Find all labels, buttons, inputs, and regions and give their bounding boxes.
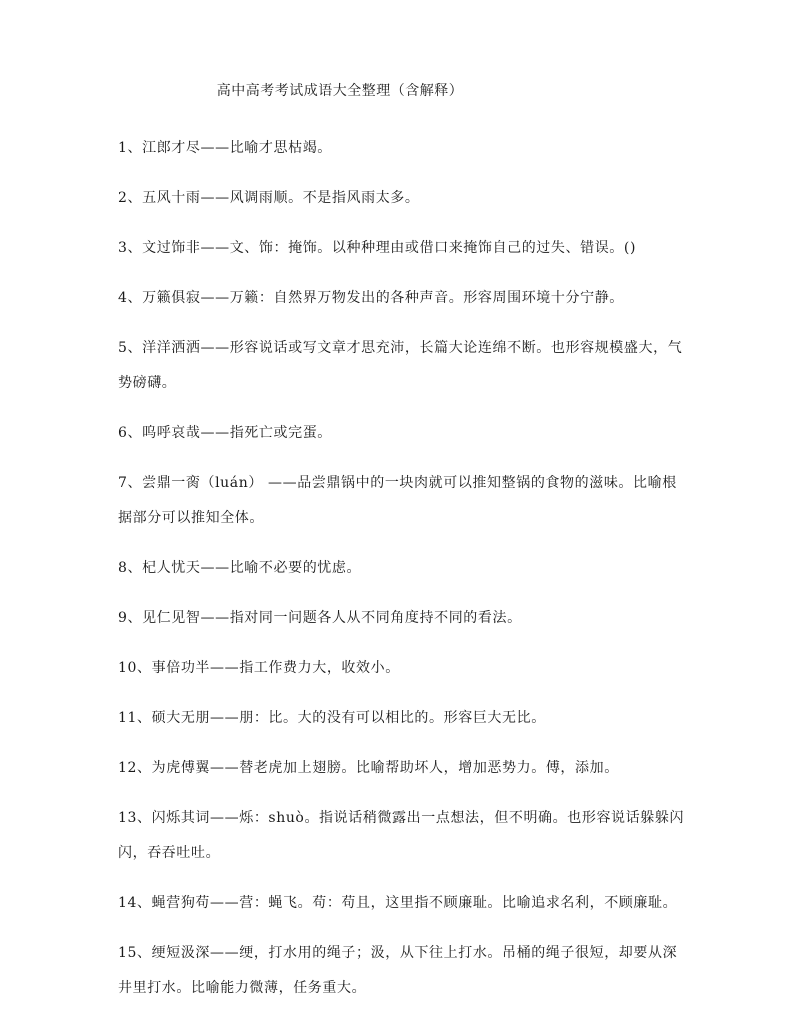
idiom-list (118, 131, 688, 1021)
idiom-entry: 5、洋洋洒洒——形容说话或写文章才思充沛，长篇大论连绵不断。也形容规模盛大，气势磅礴。 (118, 340, 683, 391)
idiom-entry: 2、五风十雨——风调雨顺。不是指风雨太多。 (118, 190, 420, 206)
idiom-entry: 11、硕大无朋——朋：比。大的没有可以相比的。形容巨大无比。 (118, 710, 546, 726)
idiom-entry: 13、闪烁其词——烁：shuò。指说话稍微露出一点想法，但不明确。也形容说话躲躲闪闪，吞吞吐吐。 (118, 810, 685, 861)
document-title: 高中高考考试成语大全整理（含解释） (216, 83, 464, 99)
idiom-entry: 9、见仁见智——指对同一问题各人从不同角度持不同的看法。 (118, 610, 522, 626)
idiom-entry: 15、绠短汲深——绠，打水用的绳子；汲，从下往上打水。吊桶的绳子很短，却要从深井里打水。比喻能力微薄，任务重大。 (118, 945, 678, 996)
idiom-entry: 7、尝鼎一脔（luán） ——品尝鼎锅中的一块肉就可以推知整锅的食物的滋味。比喻根据部分可以推知全体。 (118, 475, 677, 526)
idiom-entry: 12、为虎傅翼——替老虎加上翅膀。比喻帮助坏人，增加恶势力。傅，添加。 (118, 760, 619, 776)
idiom-entry: 6、呜呼哀哉——指死亡或完蛋。 (118, 425, 332, 441)
idiom-entry: 8、杞人忧天——比喻不必要的忧虑。 (118, 560, 362, 576)
idiom-entry: 3、文过饰非——文、饰：掩饰。以种种理由或借口来掩饰自己的过失、错误。() (118, 240, 637, 256)
idiom-entry: 10、事倍功半——指工作费力大，收效小。 (118, 660, 400, 676)
idiom-entry: 4、万籁俱寂——万籁：自然界万物发出的各种声音。形容周围环境十分宁静。 (118, 290, 624, 306)
idiom-entry: 1、江郎才尽——比喻才思枯竭。 (118, 140, 332, 156)
idiom-entry: 14、蝇营狗苟——营：蝇飞。苟：苟且，这里指不顾廉耻。比喻追求名利，不顾廉耻。 (118, 895, 678, 911)
